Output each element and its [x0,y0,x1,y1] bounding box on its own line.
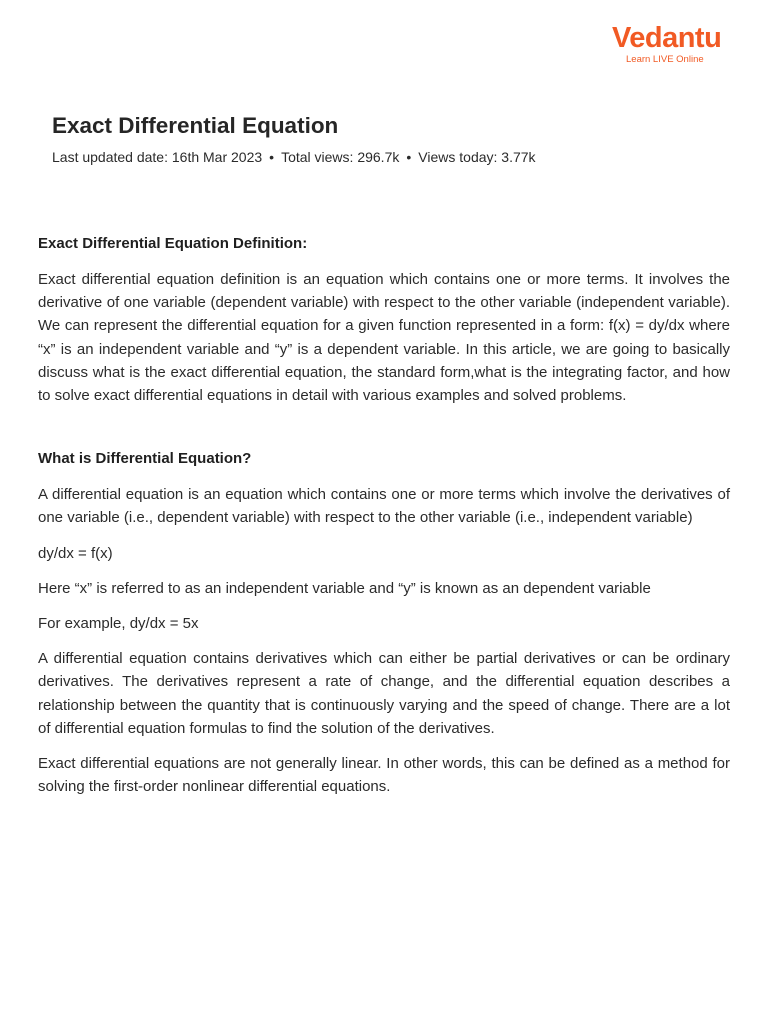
last-updated-date: Last updated date: 16th Mar 2023 [52,149,263,165]
equation-line: dy/dx = f(x) [38,544,113,562]
section-definition [38,234,730,407]
paragraph: Exact differential equation definition is an equation which contains one or more terms. It involves the derivative of one variable (dependent variable) with respect to the other variable (independent variable). We can represent the differential equation for a given function represented in a form: f(x) = dy/dx where “x” is an independent variable and “y” is a dependent variable. In this article, we are going to basically discuss what is the exact differential equation, the standard form,what is the integrating factor, and how to solve exact differential equations in detail with various examples and solved problems. [38,271,730,405]
article-meta [52,148,536,166]
paragraph: Exact differential equations are not generally linear. In other words, this can be defined as a method for solving the first-order nonlinear differential equations. [38,755,730,796]
section-heading: What is Differential Equation? [38,450,252,468]
paragraph: A differential equation is an equation which contains one or more terms which involve the derivatives of one variable (i.e., dependent variable) with respect to the other variable (i.e., independent variable) [38,486,730,527]
section-what-is [38,449,730,798]
logo-tagline: Learn LIVE Online [626,54,704,65]
example-line: For example, dy/dx = 5x [38,615,199,633]
meta-separator: • [406,149,412,165]
page-title: Exact Differential Equation [52,113,339,138]
logo-wordmark: Vedantu [612,22,722,54]
section-heading: Exact Differential Equation Definition: [38,235,308,252]
paragraph: Here “x” is referred to as an independent variable and “y” is known as an dependent variable [38,579,651,597]
paragraph: A differential equation contains derivatives which can either be partial derivatives or can be ordinary derivatives. The derivatives represent a rate of change, and the differential equation describes a relationship between the quantity that is continuously varying and the speed of change. There are a lot of differential equation formulas to find the solution of the derivatives. [38,650,730,737]
article-body [38,234,730,810]
views-today: Views today: 3.77k [418,149,536,165]
vedantu-logo[interactable] [612,22,722,66]
total-views: Total views: 296.7k [281,149,400,165]
meta-separator: • [269,149,275,165]
